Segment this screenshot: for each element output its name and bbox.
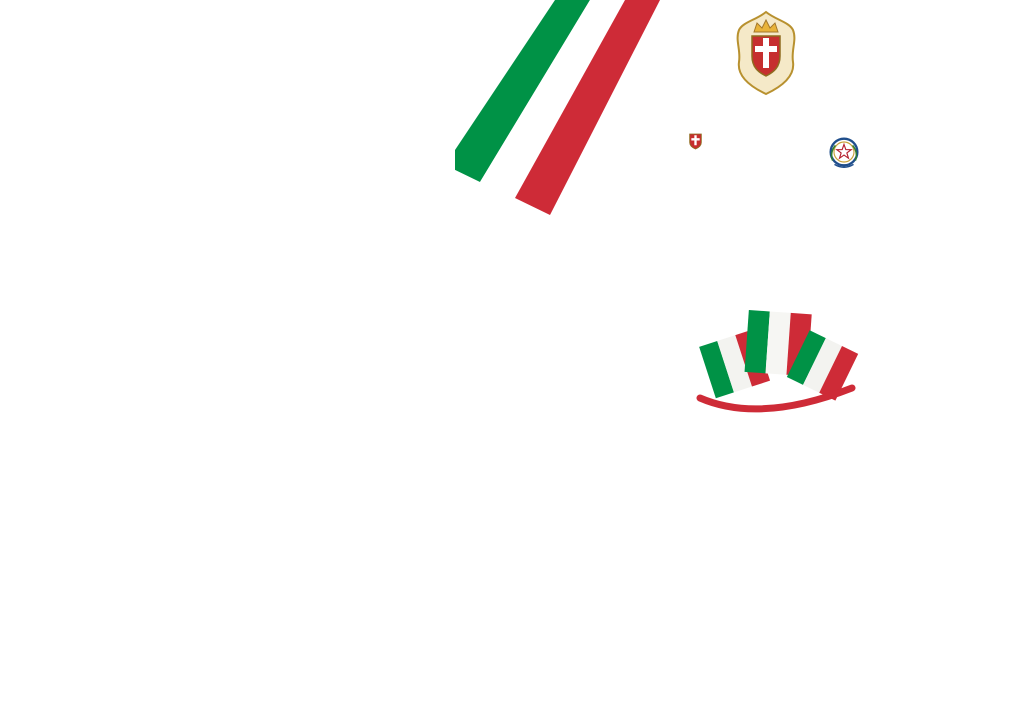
logo-fermo-150: [642, 132, 752, 158]
info-block: [538, 524, 1000, 530]
crest-icon: [731, 6, 801, 101]
fermo-coat-of-arms: [731, 6, 801, 101]
tricolor-flags-illustration: [690, 302, 862, 418]
logos-row: [642, 132, 900, 212]
prefettura-emblem-icon: [820, 159, 868, 176]
left-column: [35, 26, 493, 33]
fermo-shield-icon: [688, 132, 703, 156]
logo-prefettura: [788, 132, 900, 180]
